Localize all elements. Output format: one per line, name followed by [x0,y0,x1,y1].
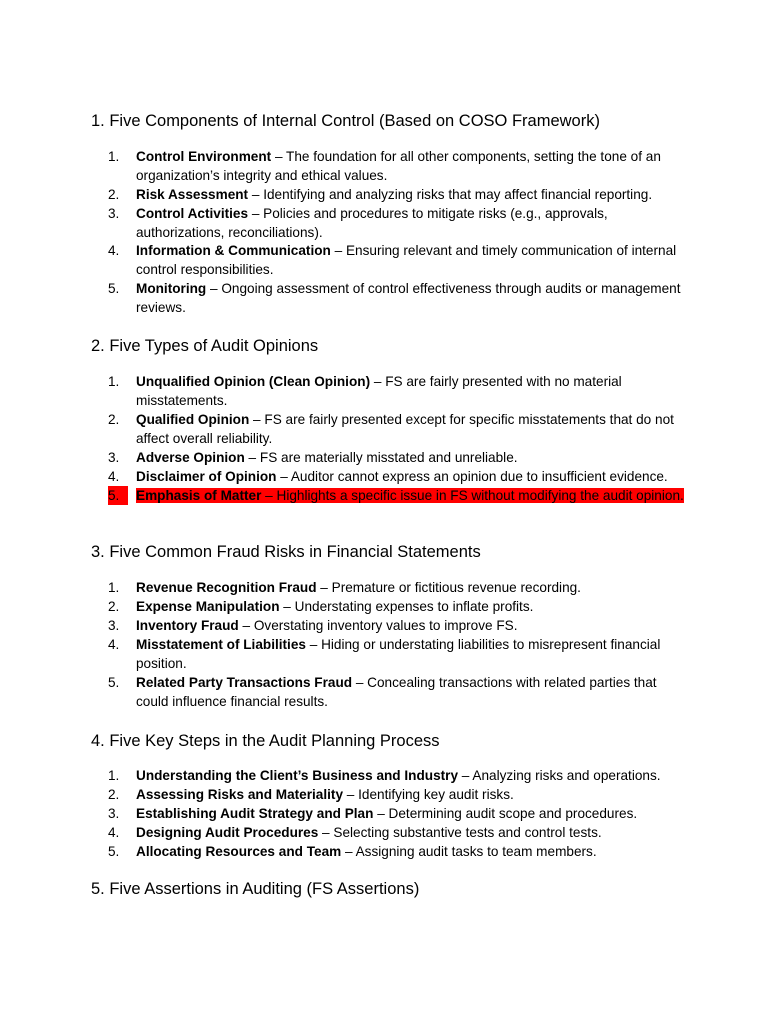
list-item [108,279,688,317]
list-item-term: Information & Communication [136,243,331,258]
list-item-body [136,635,688,673]
list-item-text: – Assigning audit tasks to team members. [341,844,597,859]
list-item-body [136,597,688,616]
list-item-text: – The foundation for all other components, setting the tone of an organization’s integrity and ethical values. [136,149,661,183]
section-heading-fraud-risks: 3. Five Common Fraud Risks in Financial Statements [91,543,481,561]
list-item-term: Assessing Risks and Materiality [136,787,344,802]
list-item [108,766,688,785]
list-item-text: – Policies and procedures to mitigate risks (e.g., approvals, authorizations, reconciliations). [136,206,608,240]
list-number: 5. [108,281,120,296]
section-heading-audit-opinions: 2. Five Types of Audit Opinions [91,337,319,355]
list-number: 1. [108,768,120,783]
list-item-body [136,804,688,823]
list-item-body [136,147,688,185]
list-number: 4. [108,243,120,258]
list-item-text: – Highlights a specific issue in FS without modifying the audit opinion. [261,488,684,503]
list-item-body [136,785,688,804]
list-item-body [136,448,688,467]
list-item [108,842,688,861]
list-item-body [136,372,688,410]
list-item-term: Qualified Opinion [136,412,250,427]
list-item-text: – Ongoing assessment of control effectiveness through audits or management reviews. [136,281,681,315]
list-item-term: Allocating Resources and Team [136,844,342,859]
list-item-text: – Premature or fictitious revenue recording. [316,580,581,595]
list-item-body [136,842,688,861]
list-number: 5. [108,844,120,859]
list-item [108,410,688,448]
list-item-highlighted [108,486,688,505]
list-number: 1. [108,374,120,389]
section-heading-audit-planning: 4. Five Key Steps in the Audit Planning Process [91,732,440,750]
list-item [108,147,688,185]
list-item [108,635,688,673]
section-heading-internal-control: 1. Five Components of Internal Control (Based on COSO Framework) [91,112,600,130]
list-number: 5. [108,486,128,505]
list-item-term: Disclaimer of Opinion [136,469,277,484]
list-item-term: Control Environment [136,149,272,164]
list-item-text: – FS are materially misstated and unreliable. [244,450,518,465]
list-item-term: Risk Assessment [136,187,249,202]
list-number: 3. [108,806,120,821]
list-item-text: – Overstating inventory values to improve FS. [238,618,518,633]
list-item-body [136,578,688,597]
list-item [108,241,688,279]
list-item-body [136,766,688,785]
list-number: 5. [108,675,120,690]
list-item-text: – Understating expenses to inflate profits. [279,599,534,614]
list-item [108,597,688,616]
list-item-text: – Selecting substantive tests and control tests. [318,825,602,840]
list-number: 2. [108,187,120,202]
list-number: 2. [108,787,120,802]
list-item [108,204,688,242]
list-item-term: Establishing Audit Strategy and Plan [136,806,374,821]
list-item-term: Misstatement of Liabilities [136,637,306,652]
list-number: 2. [108,412,120,427]
list-item-body [136,204,688,242]
list-item [108,467,688,486]
list-number: 2. [108,599,120,614]
list-item-text: – Auditor cannot express an opinion due to insufficient evidence. [276,469,668,484]
list-number: 3. [108,206,120,221]
list-item [108,185,688,204]
list-item-text: – Analyzing risks and operations. [458,768,661,783]
list-item-text: – FS are fairly presented with no material misstatements. [136,374,622,408]
list-item-text: – Ensuring relevant and timely communication of internal control responsibilities. [136,243,677,277]
list-item [108,673,688,711]
list-item-term: Control Activities [136,206,249,221]
list-item [108,448,688,467]
list-item-term: Adverse Opinion [136,450,245,465]
list-number: 4. [108,469,120,484]
list-item-body [136,486,688,505]
section-heading-fs-assertions: 5. Five Assertions in Auditing (FS Assertions) [91,880,420,898]
list-item-term: Revenue Recognition Fraud [136,580,317,595]
list-item-text: – Identifying key audit risks. [343,787,514,802]
list-item-body [136,410,688,448]
list-item [108,616,688,635]
list-item-body [136,241,688,279]
list-item-term: Monitoring [136,281,207,296]
list-item-text: – Hiding or understating liabilities to misrepresent financial position. [136,637,661,671]
list-item [108,578,688,597]
list-item-body [136,616,688,635]
list-item [108,823,688,842]
list-item-text: – Concealing transactions with related parties that could influence financial results. [136,675,657,709]
list-item-body [136,673,688,711]
list-number: 1. [108,580,120,595]
list-item-text: – Determining audit scope and procedures. [373,806,638,821]
highlight-mark [136,488,684,503]
list-item-term: Inventory Fraud [136,618,239,633]
list-item-term: Understanding the Client’s Business and Industry [136,768,459,783]
list-item-body [136,823,688,842]
list-item-body [136,279,688,317]
list-number: 4. [108,637,120,652]
list-item [108,804,688,823]
list-item-body [136,467,688,486]
list-item [108,785,688,804]
list-item [108,372,688,410]
list-number: 3. [108,618,120,633]
list-item-term: Expense Manipulation [136,599,280,614]
list-item-term: Emphasis of Matter [136,488,262,503]
list-item-text: – Identifying and analyzing risks that may affect financial reporting. [248,187,653,202]
list-item-term: Related Party Transactions Fraud [136,675,353,690]
list-item-term: Designing Audit Procedures [136,825,319,840]
list-number: 4. [108,825,120,840]
list-number: 1. [108,149,120,164]
list-item-term: Unqualified Opinion (Clean Opinion) [136,374,371,389]
list-item-body [136,185,688,204]
list-number: 3. [108,450,120,465]
list-item-text: – FS are fairly presented except for specific misstatements that do not affect overall reliability. [136,412,674,446]
